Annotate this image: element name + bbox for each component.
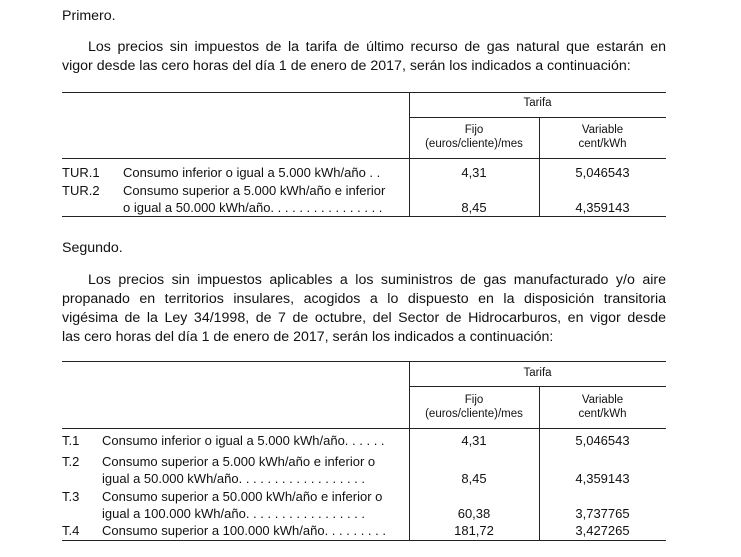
section-heading-segundo: Segundo. (62, 240, 123, 256)
table-row-description: Consumo inferior o igual a 5.000 kWh/año . . (123, 165, 381, 180)
column-header-variable-unit: cent/kWh (578, 408, 627, 420)
column-header-fijo: Fijo (464, 394, 484, 406)
table-row-code: T.2 (62, 454, 80, 469)
column-header-fijo-unit: (euros/cliente)/mes (425, 408, 523, 420)
table-group-rule (409, 117, 666, 118)
table-cell-fijo: 4,31 (461, 165, 487, 180)
column-header-fijo-unit: (euros/cliente)/mes (425, 138, 523, 150)
table-row-description-cont: igual a 100.000 kWh/año. . . . . . . . . . . . . . . . . (102, 506, 366, 521)
paragraph-line: las cero horas del día 1 de enero de 2017, serán los indicados a continuación: (62, 329, 554, 345)
table-row-code: TUR.2 (62, 183, 100, 198)
table-row-code: T.4 (62, 523, 80, 538)
paragraph-line: propanado en territorios insulares, acogidos a lo dispuesto en la disposición transitoria (62, 291, 666, 307)
paragraph-line: vigor desde las cero horas del día 1 de enero de 2017, serán los indicados a continuación: (62, 58, 631, 74)
table-top-rule (62, 361, 666, 362)
section-paragraph-segundo (62, 271, 666, 347)
table-row-description: Consumo superior a 5.000 kWh/año e inferior (123, 183, 386, 198)
column-group-header-tarifa: Tarifa (523, 367, 552, 379)
table-row-description: Consumo superior a 5.000 kWh/año e inferior o (102, 454, 376, 469)
table-row-code: T.3 (62, 489, 80, 504)
table-cell-variable: 5,046543 (575, 433, 630, 448)
table-cell-fijo: 4,31 (461, 433, 487, 448)
table-top-rule (62, 92, 666, 93)
table-cell-variable: 5,046543 (575, 165, 630, 180)
table-bottom-rule (62, 216, 666, 217)
table-cell-variable: 3,427265 (575, 523, 630, 538)
table-header-rule (62, 428, 666, 429)
column-group-header-tarifa: Tarifa (523, 97, 552, 109)
table-col-divider (409, 92, 410, 216)
paragraph-line: Los precios sin impuestos de la tarifa de último recurso de gas natural que estarán en (88, 39, 666, 55)
table-group-rule (409, 386, 666, 387)
table-cell-variable: 4,359143 (575, 200, 630, 215)
table-row-code: TUR.1 (62, 165, 100, 180)
paragraph-line: Los precios sin impuestos aplicables a los suministros de gas manufacturado y/o aire (88, 272, 666, 288)
table-cell-fijo: 8,45 (461, 471, 487, 486)
section-paragraph-primero (62, 38, 666, 76)
table-cell-fijo: 181,72 (454, 523, 494, 538)
table-header-rule (62, 158, 666, 159)
table-cell-variable: 4,359143 (575, 471, 630, 486)
table-cell-fijo: 8,45 (461, 200, 487, 215)
paragraph-line: vigésima de la Ley 34/1998, de 7 de octubre, del Sector de Hidrocarburos, en vigor desde (62, 310, 666, 326)
table-row-description: Consumo superior a 100.000 kWh/año. . . . . . . . . (102, 523, 386, 538)
table-bottom-rule (62, 540, 666, 541)
table-cell-variable: 3,737765 (575, 506, 630, 521)
table-row-description: Consumo superior a 50.000 kWh/año e inferior o (102, 489, 383, 504)
table-row-description: Consumo inferior o igual a 5.000 kWh/año. . . . . . (102, 433, 385, 448)
column-header-variable-unit: cent/kWh (578, 138, 627, 150)
section-heading-primero: Primero. (62, 8, 116, 24)
table-cell-fijo: 60,38 (457, 506, 491, 521)
column-header-variable: Variable (581, 394, 624, 406)
column-header-fijo: Fijo (464, 124, 484, 136)
column-header-variable: Variable (581, 124, 624, 136)
table-row-code: T.1 (62, 433, 80, 448)
table-row-description-cont: igual a 50.000 kWh/año. . . . . . . . . . . . . . . . . . (102, 471, 366, 486)
table-row-description-cont: o igual a 50.000 kWh/año. . . . . . . . . . . . . . . . (123, 200, 383, 215)
